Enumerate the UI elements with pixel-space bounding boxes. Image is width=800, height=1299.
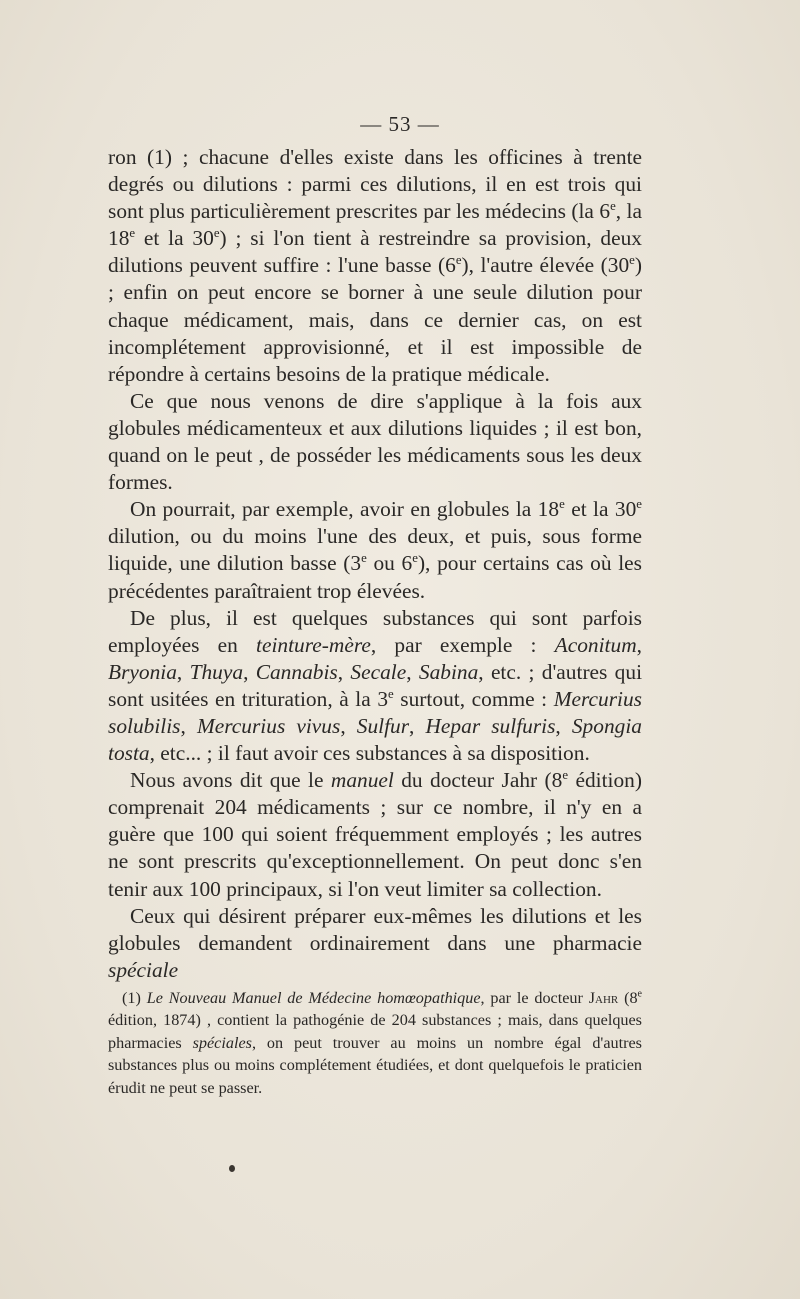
ink-speck xyxy=(229,1165,235,1172)
paragraph-2: Ce que nous venons de dire s'applique à la fois aux globules médicamenteux et aux dilutions liquides ; il est bon, quand on le peut , de posséder les médicaments sous les deux formes. xyxy=(108,388,642,495)
footnote xyxy=(108,987,642,1099)
paragraph-4: De plus, il est quelques substances qui sont parfois employées en teinture-mère, par exemple : Aconitum, Bryonia, Thuya, Cannabis, Secale, Sabina, etc. ; d'autres qui sont usitées en trituration, à la 3e surtout, comme : Mercurius solubilis, Mercurius vivus, Sulfur, Hepar sulfuris, Spongia tosta, etc... ; il faut avoir ces substances à sa disposition. xyxy=(108,605,643,766)
paragraph-3: On pourrait, par exemple, avoir en globules la 18e et la 30e dilution, ou du moins l'une des deux, et puis, sous forme liquide, une dilution basse (3e ou 6e), pour certains cas où les précédentes paraîtraient trop élevées. xyxy=(108,497,642,603)
main-text xyxy=(108,144,642,984)
paragraph-5: Nous avons dit que le manuel du docteur Jahr (8e édition) comprenait 204 médicaments ; sur ce nombre, il n'y en a guère que 100 qui soient fréquemment employés ; les autres ne sont prescrits qu'exceptionnellement. On peut donc s'en tenir aux 100 principaux, si l'on veut limiter sa collection. xyxy=(108,768,642,901)
page-number: — 53 — xyxy=(360,112,440,136)
paragraph-1: ron (1) ; chacune d'elles existe dans les officines à trente degrés ou dilutions : parmi ces dilutions, il en est trois qui sont plus particulièrement prescrites par les médecins (la 6e, la 18e et la 30e) ; si l'on tient à restreindre sa provision, deux dilutions peuvent suffire : l'une basse (6e), l'autre élevée (30e) ; enfin on peut encore se borner à une seule dilution pour chaque médicament, mais, dans ce dernier cas, on est incomplétement approvisionné, et il est impossible de répondre à certains besoins de la pratique médicale. xyxy=(108,145,642,386)
paragraph-6: Ceux qui désirent préparer eux-mêmes les dilutions et les globules demandent ordinairement dans une pharmacie spéciale xyxy=(108,903,642,982)
footnote-1: (1) Le Nouveau Manuel de Médecine homœopathique, par le docteur Jahr (8e édition, 1874) , contient la pathogénie de 204 substances ; mais, dans quelques pharmacies spéciales, on peut trouver au moins un nombre égal d'autres substances plus ou moins complétement étudiées, et dont quelquefois le praticien érudit ne peut se passer. xyxy=(108,988,642,1097)
